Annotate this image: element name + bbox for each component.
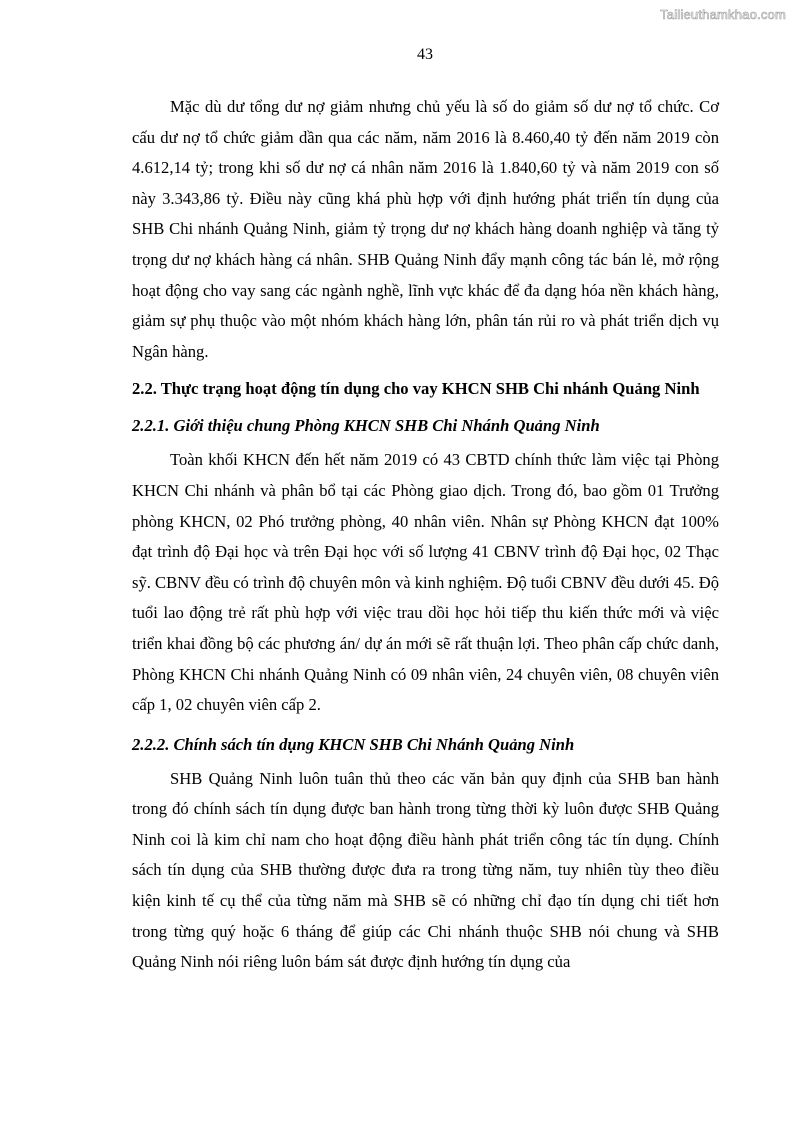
subsection-heading-2-2-1: 2.2.1. Giới thiệu chung Phòng KHCN SHB Chi Nhánh Quảng Ninh [132, 416, 600, 436]
paragraph-staff-overview: Toàn khối KHCN đến hết năm 2019 có 43 CBTD chính thức làm việc tại Phòng KHCN Chi nhánh và phân bổ tại các Phòng giao dịch. Trong đó, bao gồm 01 Trưởng phòng KHCN, 02 Phó trưởng phòng, 40 nhân viên. Nhân sự Phòng KHCN đạt 100% đạt trình độ Đại học và trên Đại học với số lượng 41 CBNV trình độ Đại học, 02 Thạc sỹ. CBNV đều có trình độ chuyên môn và kinh nghiệm. Độ tuổi CBNV đều dưới 45. Độ tuổi lao động trẻ rất phù hợp với việc trau dồi học hỏi tiếp thu kiến thức mới và việc triển khai đồng bộ các phương án/ dự án mới sẽ rất thuận lợi. Theo phân cấp chức danh, Phòng KHCN Chi nhánh Quảng Ninh có 09 nhân viên, 24 chuyên viên, 08 chuyên viên cấp 1, 02 chuyên viên cấp 2. [132, 450, 719, 715]
document-body [132, 92, 719, 978]
paragraph-debt-structure: Mặc dù dư tổng dư nợ giảm nhưng chủ yếu là số do giảm số dư nợ tổ chức. Cơ cấu dư nợ tổ chức giảm dần qua các năm, năm 2016 là 8.460,40 tỷ đến năm 2019 còn 4.612,14 tỷ; trong khi số dư nợ cá nhân năm 2016 là 1.840,60 tỷ và năm 2019 con số này 3.343,86 tỷ. Điều này cũng khá phù hợp với định hướng phát triển tín dụng của SHB Chi nhánh Quảng Ninh, giảm tỷ trọng dư nợ khách hàng doanh nghiệp và tăng tỷ trọng dư nợ khách hàng cá nhân. SHB Quảng Ninh đẩy mạnh công tác bán lẻ, mở rộng hoạt động cho vay sang các ngành nghề, lĩnh vực khác để đa dạng hóa nền khách hàng, giảm sự phụ thuộc vào một nhóm khách hàng lớn, phân tán rủi ro và phát triển dịch vụ Ngân hàng. [132, 97, 719, 361]
section-heading-2-2: 2.2. Thực trạng hoạt động tín dụng cho vay KHCN SHB Chi nhánh Quảng Ninh [132, 379, 700, 399]
watermark-text: Tailieuthamkhao.com [660, 7, 786, 22]
page-number: 43 [417, 46, 433, 63]
subsection-heading-2-2-2: 2.2.2. Chính sách tín dụng KHCN SHB Chi Nhánh Quảng Ninh [132, 734, 575, 754]
paragraph-credit-policy: SHB Quảng Ninh luôn tuân thủ theo các văn bản quy định của SHB ban hành trong đó chính sách tín dụng được ban hành trong từng thời kỳ luôn được SHB Quảng Ninh coi là kim chỉ nam cho hoạt động điều hành phát triển công tác tín dụng. Chính sách tín dụng của SHB thường được đưa ra trong từng năm, tuy nhiên tùy theo điều kiện kinh tế cụ thể của từng năm mà SHB sẽ có những chỉ đạo tín dụng chi tiết hơn trong từng quý hoặc 6 tháng để giúp các Chi nhánh thuộc SHB nói chung và SHB Quảng Ninh nói riêng luôn bám sát được định hướng tín dụng của [132, 768, 719, 972]
